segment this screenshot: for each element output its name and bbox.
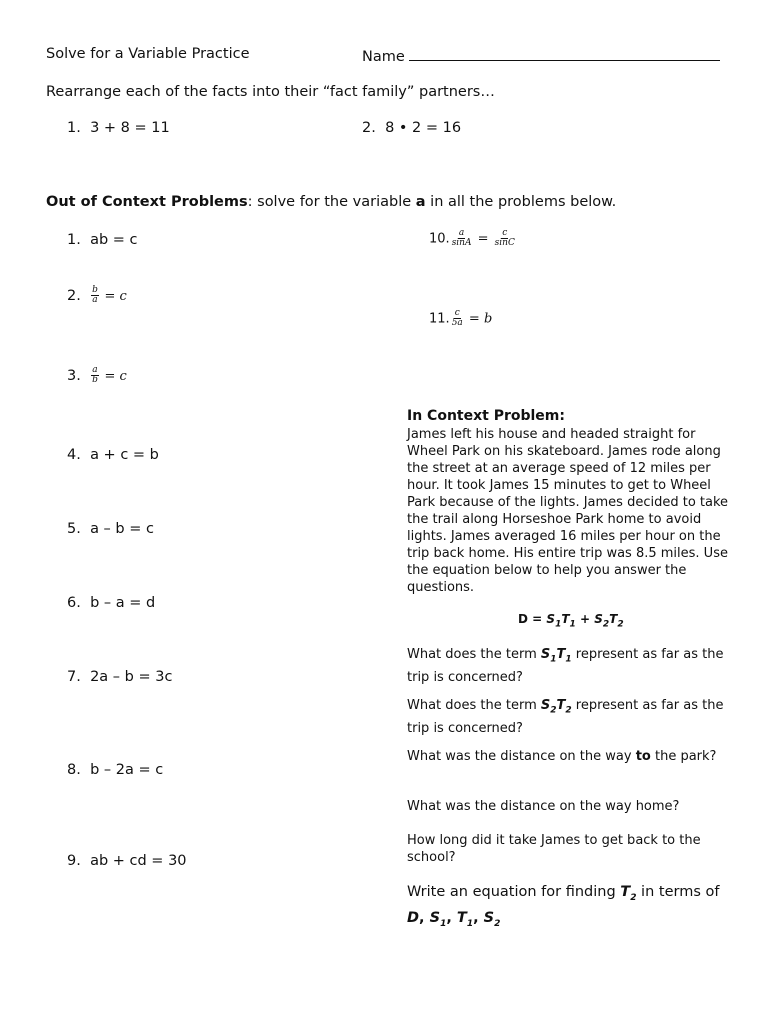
eq-sub: 2 — [602, 619, 610, 630]
problem-text: a + c = b — [90, 447, 159, 463]
q6-s1: S — [429, 909, 441, 926]
ooc-heading: Out of Context Problems — [46, 194, 248, 210]
fraction-right — [494, 229, 516, 249]
context-heading: In Context Problem: — [407, 408, 565, 424]
problem-number: 9. — [67, 853, 81, 869]
fraction-left — [451, 229, 473, 249]
q1-term-s: S — [540, 647, 551, 662]
problem-number: 5. — [67, 521, 81, 537]
q6-before: Write an equation for finding — [407, 884, 621, 900]
trip-equation — [518, 612, 624, 629]
fact-number: 2. — [362, 120, 376, 136]
q2-before: What does the term — [407, 698, 541, 713]
eq-sub: 1 — [569, 619, 576, 630]
q2-after: represent as far as the trip is concerned? — [407, 698, 724, 736]
q6-t1: T — [456, 909, 467, 926]
q1-sub: 1 — [550, 654, 557, 665]
q2-term-s: S — [540, 698, 551, 713]
fraction-denominator: sinA — [451, 238, 472, 249]
question-2 — [407, 697, 737, 737]
fraction-numerator: c — [454, 308, 460, 318]
q6-comma: , — [419, 909, 425, 926]
question-6 — [407, 882, 737, 934]
fraction-denominator: a — [92, 295, 98, 306]
problem-text: ab + cd = 30 — [90, 853, 187, 869]
fraction — [91, 286, 99, 306]
q2-sub: 2 — [565, 705, 572, 716]
problem-number: 6. — [67, 595, 81, 611]
fact-text: 8 • 2 = 16 — [385, 120, 462, 136]
ooc-text-before: : solve for the variable — [247, 194, 416, 210]
fraction-numerator: b — [92, 285, 98, 295]
fraction-denominator: 5a — [451, 318, 463, 329]
q3-bold: to — [635, 749, 651, 764]
q1-before: What does the term — [407, 647, 541, 662]
name-line[interactable] — [409, 46, 720, 61]
q6-d: D — [407, 909, 420, 926]
problem-number: 1. — [67, 232, 81, 248]
q6-sub: 1 — [440, 918, 447, 929]
problem-rest: = b — [468, 311, 493, 327]
problem-number: 4. — [67, 447, 81, 463]
q6-sub: 2 — [630, 892, 637, 903]
problem-5 — [67, 521, 154, 537]
problem-number: 8. — [67, 762, 81, 778]
name-label: Name — [362, 49, 405, 65]
problem-1 — [67, 232, 138, 248]
problem-number: 11. — [429, 311, 450, 327]
problem-number: 3. — [67, 367, 81, 384]
context-paragraph: James left his house and headed straight for Wheel Park on his skateboard. James rode along the street at an average speed of 12 miles per hour. It took James 15 minutes to get to Wheel Park because of the lights. James decided to take the trail along Horseshoe Park home to avoid lights. James averaged 16 miles per hour on the trip back home. His entire trip was 8.5 miles. Use the equation below to help you answer the questions. — [407, 427, 729, 595]
worksheet-title: Solve for a Variable Practice — [46, 46, 250, 62]
problem-2 — [67, 286, 127, 306]
problem-7 — [67, 669, 172, 685]
q2-term-t: T — [556, 698, 566, 713]
eq-t1: T — [561, 612, 570, 626]
problem-9 — [67, 853, 187, 869]
problem-8 — [67, 762, 163, 778]
problem-text: b – 2a = c — [90, 762, 164, 778]
fact-2 — [362, 120, 461, 136]
ooc-variable: a — [415, 194, 426, 210]
problem-text: a – b = c — [90, 521, 154, 537]
eq-t2: T — [609, 612, 618, 626]
question-1 — [407, 646, 737, 686]
q3-after: the park? — [650, 749, 717, 764]
ooc-text-after: in all the problems below. — [425, 194, 617, 210]
eq-d: D — [518, 612, 528, 626]
question-4: What was the distance on the way home? — [407, 799, 680, 814]
instructions: Rearrange each of the facts into their “fact family” partners… — [46, 84, 495, 100]
eq-plus: + — [579, 612, 591, 626]
eq-s2: S — [594, 612, 603, 626]
q6-sub: 2 — [494, 918, 501, 929]
q1-sub: 1 — [565, 654, 572, 665]
eq-sub: 1 — [555, 619, 562, 630]
q1-term-t: T — [556, 647, 566, 662]
problem-number: 2. — [67, 287, 81, 304]
fact-number: 1. — [67, 120, 81, 136]
ooc-instructions — [46, 194, 616, 210]
fact-1 — [67, 120, 170, 136]
problem-10 — [429, 229, 517, 249]
eq-s1: S — [546, 612, 556, 626]
problem-6 — [67, 595, 155, 611]
q3-before: What was the distance on the way — [407, 749, 636, 764]
problem-text: b – a = d — [90, 595, 156, 611]
problem-rest: = c — [104, 368, 127, 384]
question-5: How long did it take James to get back to the school? — [407, 833, 701, 865]
eq-sub: 2 — [617, 619, 624, 630]
problem-3 — [67, 366, 127, 386]
fraction-numerator: a — [458, 228, 465, 238]
problem-4 — [67, 447, 159, 463]
q6-t: T — [620, 884, 631, 900]
fraction — [91, 366, 99, 386]
fraction-denominator: b — [92, 375, 98, 386]
q6-sub: 1 — [466, 918, 474, 929]
fraction-numerator: c — [502, 228, 508, 238]
problem-text: 2a – b = 3c — [90, 669, 173, 685]
q2-sub: 2 — [550, 705, 557, 716]
equals-sign: = — [477, 231, 489, 247]
q6-sep: , — [473, 909, 479, 926]
q6-sep: , — [446, 909, 452, 926]
q6-mid: in terms of — [636, 884, 720, 900]
fact-text: 3 + 8 = 11 — [90, 120, 170, 136]
q6-s2: S — [483, 909, 495, 926]
q1-after: represent as far as the trip is concerned? — [407, 647, 724, 685]
problem-text: ab = c — [90, 232, 138, 248]
problem-number: 7. — [67, 669, 81, 685]
problem-number: 10. — [429, 231, 450, 247]
fraction — [451, 309, 464, 329]
name-field[interactable] — [362, 46, 720, 65]
fraction-denominator: sinC — [494, 238, 515, 249]
problem-11 — [429, 309, 492, 329]
question-3 — [407, 748, 737, 765]
problem-rest: = c — [104, 288, 127, 304]
eq-equals: = — [532, 612, 543, 626]
fraction-numerator: a — [92, 365, 98, 375]
